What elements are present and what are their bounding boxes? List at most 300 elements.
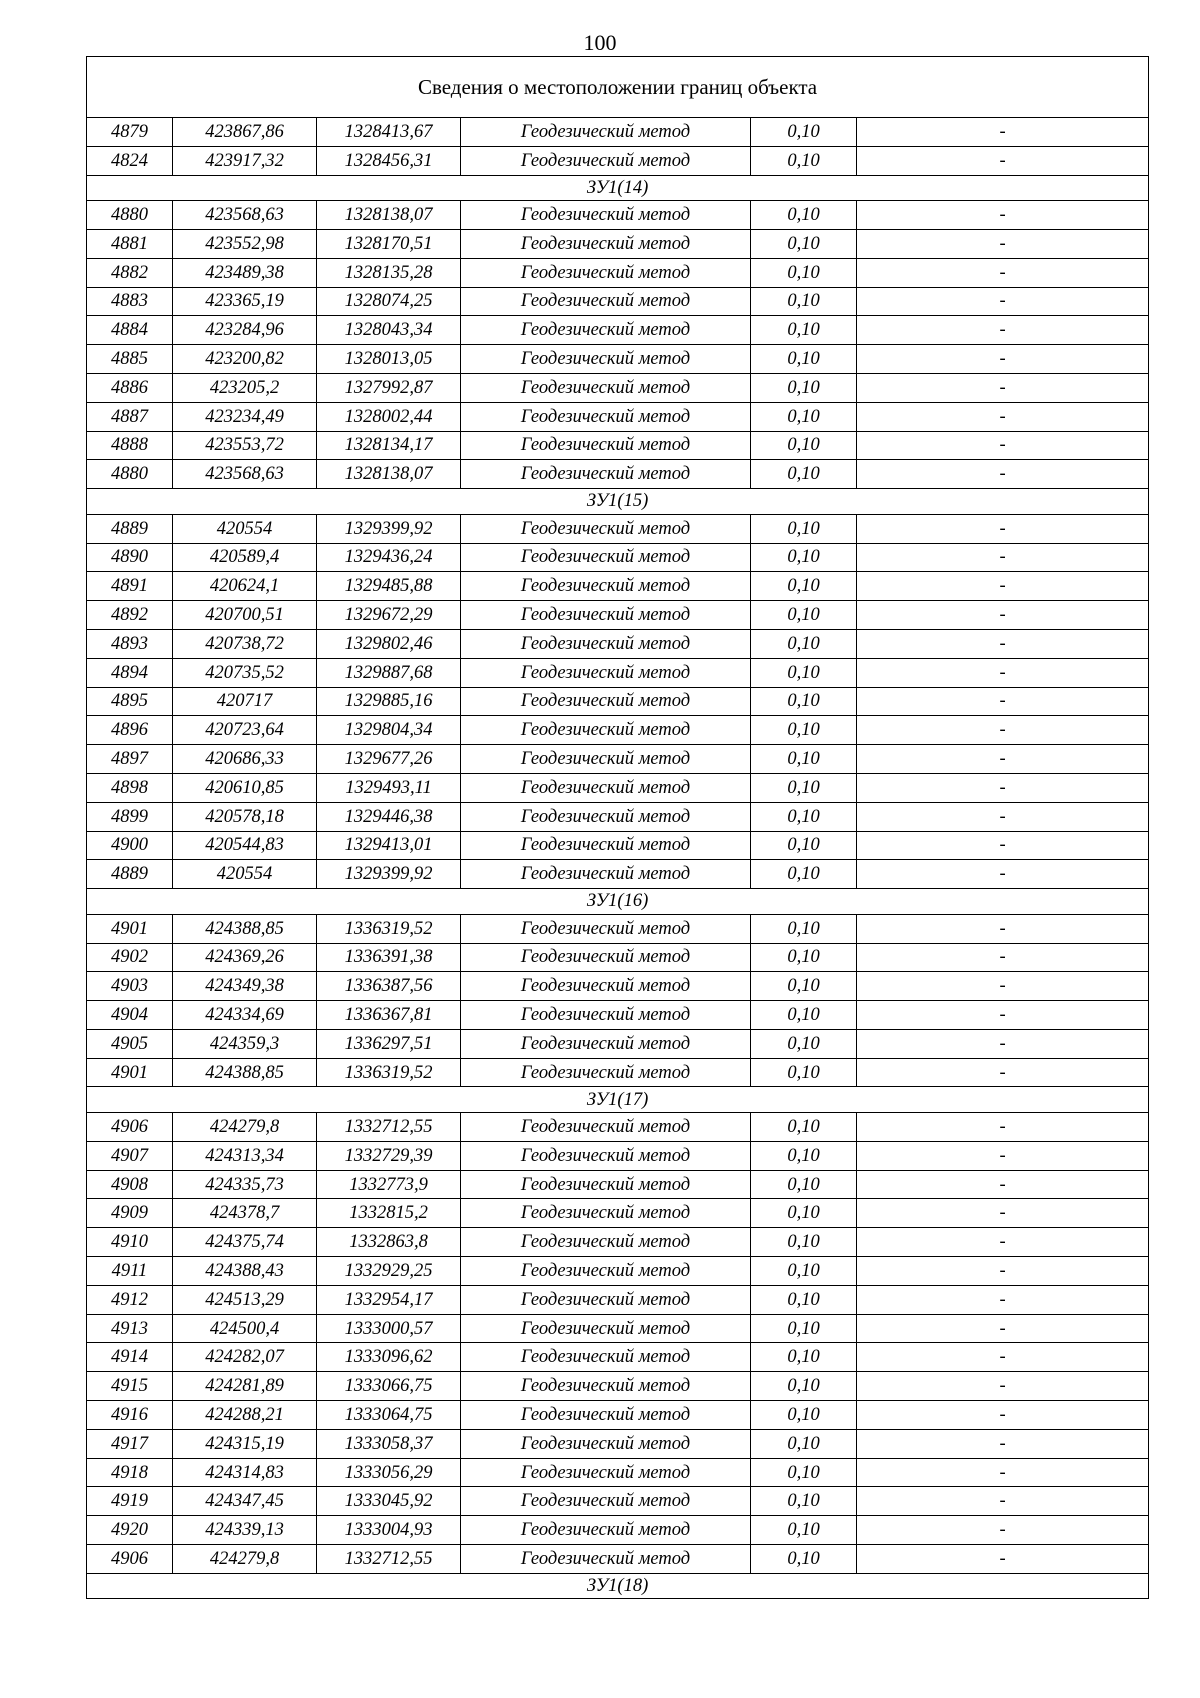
x-coordinate-cell: 424375,74 [173,1228,317,1257]
y-coordinate-cell: 1336297,51 [317,1029,461,1058]
method-cell: Геодезический метод [461,1257,751,1286]
method-cell: Геодезический метод [461,201,751,230]
y-coordinate-cell: 1329413,01 [317,831,461,860]
y-coordinate-cell: 1328135,28 [317,258,461,287]
x-coordinate-cell: 423200,82 [173,345,317,374]
y-coordinate-cell: 1333066,75 [317,1372,461,1401]
table-row [87,345,1149,374]
table-row [87,601,1149,630]
table-row [87,1458,1149,1487]
accuracy-cell: 0,10 [751,1458,857,1487]
note-cell: - [857,831,1149,860]
point-number-cell: 4904 [87,1001,173,1030]
x-coordinate-cell: 424288,21 [173,1401,317,1430]
point-number-cell: 4896 [87,716,173,745]
table-row [87,229,1149,258]
note-cell: - [857,860,1149,889]
point-number-cell: 4883 [87,287,173,316]
table-row [87,773,1149,802]
point-number-cell: 4888 [87,431,173,460]
y-coordinate-cell: 1333056,29 [317,1458,461,1487]
note-cell: - [857,345,1149,374]
method-cell: Геодезический метод [461,345,751,374]
y-coordinate-cell: 1332929,25 [317,1257,461,1286]
method-cell: Геодезический метод [461,146,751,175]
x-coordinate-cell: 420624,1 [173,572,317,601]
y-coordinate-cell: 1329399,92 [317,860,461,889]
note-cell: - [857,914,1149,943]
y-coordinate-cell: 1327992,87 [317,373,461,402]
y-coordinate-cell: 1328134,17 [317,431,461,460]
x-coordinate-cell: 423205,2 [173,373,317,402]
table-row [87,1141,1149,1170]
point-number-cell: 4882 [87,258,173,287]
table-row [87,402,1149,431]
note-cell: - [857,745,1149,774]
table-row [87,943,1149,972]
point-number-cell: 4901 [87,1058,173,1087]
x-coordinate-cell: 424500,4 [173,1314,317,1343]
method-cell: Геодезический метод [461,1343,751,1372]
x-coordinate-cell: 420717 [173,687,317,716]
method-cell: Геодезический метод [461,431,751,460]
note-cell: - [857,1228,1149,1257]
note-cell: - [857,658,1149,687]
point-number-cell: 4889 [87,860,173,889]
note-cell: - [857,1058,1149,1087]
accuracy-cell: 0,10 [751,201,857,230]
note-cell: - [857,460,1149,489]
table-row [87,1170,1149,1199]
y-coordinate-cell: 1328413,67 [317,118,461,147]
method-cell: Геодезический метод [461,1001,751,1030]
table-title: Сведения о местоположении границ объекта [87,57,1149,118]
point-number-cell: 4906 [87,1113,173,1142]
note-cell: - [857,1285,1149,1314]
accuracy-cell: 0,10 [751,118,857,147]
accuracy-cell: 0,10 [751,1545,857,1574]
y-coordinate-cell: 1328456,31 [317,146,461,175]
x-coordinate-cell: 424313,34 [173,1141,317,1170]
accuracy-cell: 0,10 [751,1401,857,1430]
note-cell: - [857,1029,1149,1058]
x-coordinate-cell: 423489,38 [173,258,317,287]
x-coordinate-cell: 424349,38 [173,972,317,1001]
point-number-cell: 4907 [87,1141,173,1170]
y-coordinate-cell: 1329885,16 [317,687,461,716]
y-coordinate-cell: 1332815,2 [317,1199,461,1228]
method-cell: Геодезический метод [461,1545,751,1574]
note-cell: - [857,1545,1149,1574]
parcel-group-row [87,889,1149,915]
table-row [87,716,1149,745]
point-number-cell: 4893 [87,629,173,658]
accuracy-cell: 0,10 [751,914,857,943]
note-cell: - [857,1401,1149,1430]
note-cell: - [857,1141,1149,1170]
y-coordinate-cell: 1328074,25 [317,287,461,316]
parcel-group-row [87,175,1149,201]
table-row [87,658,1149,687]
note-cell: - [857,543,1149,572]
method-cell: Геодезический метод [461,1228,751,1257]
table-row [87,914,1149,943]
method-cell: Геодезический метод [461,914,751,943]
point-number-cell: 4890 [87,543,173,572]
table-row [87,258,1149,287]
y-coordinate-cell: 1329399,92 [317,514,461,543]
accuracy-cell: 0,10 [751,1372,857,1401]
x-coordinate-cell: 420738,72 [173,629,317,658]
accuracy-cell: 0,10 [751,972,857,1001]
method-cell: Геодезический метод [461,402,751,431]
parcel-group-label: ЗУ1(14) [87,175,1149,201]
point-number-cell: 4879 [87,118,173,147]
table-row [87,572,1149,601]
accuracy-cell: 0,10 [751,402,857,431]
note-cell: - [857,1343,1149,1372]
note-cell: - [857,258,1149,287]
accuracy-cell: 0,10 [751,373,857,402]
point-number-cell: 4914 [87,1343,173,1372]
x-coordinate-cell: 424369,26 [173,943,317,972]
point-number-cell: 4903 [87,972,173,1001]
table-row [87,745,1149,774]
x-coordinate-cell: 424315,19 [173,1429,317,1458]
table-row [87,802,1149,831]
accuracy-cell: 0,10 [751,1343,857,1372]
accuracy-cell: 0,10 [751,1029,857,1058]
table-body [87,57,1149,1599]
method-cell: Геодезический метод [461,1429,751,1458]
x-coordinate-cell: 424359,3 [173,1029,317,1058]
x-coordinate-cell: 424339,13 [173,1516,317,1545]
y-coordinate-cell: 1329672,29 [317,601,461,630]
point-number-cell: 4917 [87,1429,173,1458]
y-coordinate-cell: 1329436,24 [317,543,461,572]
point-number-cell: 4918 [87,1458,173,1487]
y-coordinate-cell: 1329804,34 [317,716,461,745]
x-coordinate-cell: 424282,07 [173,1343,317,1372]
table-row [87,543,1149,572]
table-row [87,629,1149,658]
accuracy-cell: 0,10 [751,1429,857,1458]
y-coordinate-cell: 1336387,56 [317,972,461,1001]
accuracy-cell: 0,10 [751,1487,857,1516]
method-cell: Геодезический метод [461,1141,751,1170]
method-cell: Геодезический метод [461,543,751,572]
point-number-cell: 4908 [87,1170,173,1199]
table-row [87,1285,1149,1314]
x-coordinate-cell: 424388,85 [173,1058,317,1087]
method-cell: Геодезический метод [461,229,751,258]
accuracy-cell: 0,10 [751,1170,857,1199]
note-cell: - [857,687,1149,716]
y-coordinate-cell: 1328002,44 [317,402,461,431]
y-coordinate-cell: 1328013,05 [317,345,461,374]
note-cell: - [857,1113,1149,1142]
point-number-cell: 4909 [87,1199,173,1228]
note-cell: - [857,972,1149,1001]
point-number-cell: 4900 [87,831,173,860]
table-row [87,460,1149,489]
table-row [87,1343,1149,1372]
y-coordinate-cell: 1336367,81 [317,1001,461,1030]
x-coordinate-cell: 424513,29 [173,1285,317,1314]
method-cell: Геодезический метод [461,972,751,1001]
x-coordinate-cell: 420544,83 [173,831,317,860]
accuracy-cell: 0,10 [751,860,857,889]
parcel-group-label: ЗУ1(15) [87,489,1149,515]
method-cell: Геодезический метод [461,629,751,658]
note-cell: - [857,373,1149,402]
note-cell: - [857,1314,1149,1343]
accuracy-cell: 0,10 [751,1141,857,1170]
table-row [87,514,1149,543]
y-coordinate-cell: 1333004,93 [317,1516,461,1545]
x-coordinate-cell: 423568,63 [173,201,317,230]
parcel-group-row [87,1573,1149,1599]
x-coordinate-cell: 423552,98 [173,229,317,258]
y-coordinate-cell: 1332712,55 [317,1545,461,1574]
x-coordinate-cell: 424347,45 [173,1487,317,1516]
method-cell: Геодезический метод [461,831,751,860]
note-cell: - [857,1372,1149,1401]
accuracy-cell: 0,10 [751,716,857,745]
boundary-coordinates-table [86,56,1149,1599]
accuracy-cell: 0,10 [751,543,857,572]
method-cell: Геодезический метод [461,1372,751,1401]
accuracy-cell: 0,10 [751,1228,857,1257]
x-coordinate-cell: 423553,72 [173,431,317,460]
method-cell: Геодезический метод [461,1113,751,1142]
accuracy-cell: 0,10 [751,745,857,774]
accuracy-cell: 0,10 [751,1285,857,1314]
x-coordinate-cell: 424378,7 [173,1199,317,1228]
accuracy-cell: 0,10 [751,629,857,658]
note-cell: - [857,229,1149,258]
point-number-cell: 4891 [87,572,173,601]
parcel-group-row [87,1087,1149,1113]
table-row [87,1545,1149,1574]
note-cell: - [857,201,1149,230]
note-cell: - [857,287,1149,316]
method-cell: Геодезический метод [461,514,751,543]
table-row [87,1113,1149,1142]
accuracy-cell: 0,10 [751,572,857,601]
note-cell: - [857,572,1149,601]
point-number-cell: 4910 [87,1228,173,1257]
method-cell: Геодезический метод [461,658,751,687]
y-coordinate-cell: 1333064,75 [317,1401,461,1430]
x-coordinate-cell: 420589,4 [173,543,317,572]
note-cell: - [857,601,1149,630]
table-row [87,118,1149,147]
accuracy-cell: 0,10 [751,514,857,543]
method-cell: Геодезический метод [461,1487,751,1516]
method-cell: Геодезический метод [461,773,751,802]
y-coordinate-cell: 1332712,55 [317,1113,461,1142]
method-cell: Геодезический метод [461,601,751,630]
method-cell: Геодезический метод [461,860,751,889]
y-coordinate-cell: 1329677,26 [317,745,461,774]
parcel-group-label: ЗУ1(16) [87,889,1149,915]
point-number-cell: 4824 [87,146,173,175]
accuracy-cell: 0,10 [751,1199,857,1228]
table-row [87,1001,1149,1030]
point-number-cell: 4899 [87,802,173,831]
table-row [87,1058,1149,1087]
accuracy-cell: 0,10 [751,345,857,374]
note-cell: - [857,773,1149,802]
table-row [87,287,1149,316]
x-coordinate-cell: 424388,85 [173,914,317,943]
method-cell: Геодезический метод [461,802,751,831]
y-coordinate-cell: 1328043,34 [317,316,461,345]
accuracy-cell: 0,10 [751,687,857,716]
y-coordinate-cell: 1329485,88 [317,572,461,601]
accuracy-cell: 0,10 [751,316,857,345]
method-cell: Геодезический метод [461,1285,751,1314]
page-number: 100 [583,30,617,55]
accuracy-cell: 0,10 [751,460,857,489]
method-cell: Геодезический метод [461,316,751,345]
x-coordinate-cell: 424314,83 [173,1458,317,1487]
note-cell: - [857,1429,1149,1458]
method-cell: Геодезический метод [461,687,751,716]
table-row [87,831,1149,860]
x-coordinate-cell: 424388,43 [173,1257,317,1286]
point-number-cell: 4884 [87,316,173,345]
x-coordinate-cell: 423568,63 [173,460,317,489]
point-number-cell: 4901 [87,914,173,943]
note-cell: - [857,1170,1149,1199]
y-coordinate-cell: 1333045,92 [317,1487,461,1516]
x-coordinate-cell: 423867,86 [173,118,317,147]
table-row [87,1516,1149,1545]
table-row [87,1257,1149,1286]
method-cell: Геодезический метод [461,1029,751,1058]
point-number-cell: 4880 [87,460,173,489]
x-coordinate-cell: 423234,49 [173,402,317,431]
method-cell: Геодезический метод [461,1170,751,1199]
parcel-group-label: ЗУ1(17) [87,1087,1149,1113]
y-coordinate-cell: 1329493,11 [317,773,461,802]
point-number-cell: 4915 [87,1372,173,1401]
note-cell: - [857,1257,1149,1286]
point-number-cell: 4895 [87,687,173,716]
y-coordinate-cell: 1329802,46 [317,629,461,658]
y-coordinate-cell: 1336391,38 [317,943,461,972]
point-number-cell: 4905 [87,1029,173,1058]
y-coordinate-cell: 1333000,57 [317,1314,461,1343]
x-coordinate-cell: 420610,85 [173,773,317,802]
x-coordinate-cell: 424279,8 [173,1545,317,1574]
accuracy-cell: 0,10 [751,1516,857,1545]
accuracy-cell: 0,10 [751,146,857,175]
table-row [87,1029,1149,1058]
y-coordinate-cell: 1333058,37 [317,1429,461,1458]
method-cell: Геодезический метод [461,118,751,147]
method-cell: Геодезический метод [461,287,751,316]
method-cell: Геодезический метод [461,258,751,287]
point-number-cell: 4898 [87,773,173,802]
note-cell: - [857,316,1149,345]
x-coordinate-cell: 420686,33 [173,745,317,774]
x-coordinate-cell: 423917,32 [173,146,317,175]
method-cell: Геодезический метод [461,373,751,402]
x-coordinate-cell: 423284,96 [173,316,317,345]
point-number-cell: 4889 [87,514,173,543]
accuracy-cell: 0,10 [751,287,857,316]
y-coordinate-cell: 1332773,9 [317,1170,461,1199]
accuracy-cell: 0,10 [751,229,857,258]
table-row [87,1228,1149,1257]
point-number-cell: 4906 [87,1545,173,1574]
parcel-group-label: ЗУ1(18) [87,1573,1149,1599]
table-row [87,1401,1149,1430]
x-coordinate-cell: 424334,69 [173,1001,317,1030]
point-number-cell: 4887 [87,402,173,431]
accuracy-cell: 0,10 [751,773,857,802]
x-coordinate-cell: 420735,52 [173,658,317,687]
method-cell: Геодезический метод [461,716,751,745]
accuracy-cell: 0,10 [751,802,857,831]
note-cell: - [857,1458,1149,1487]
accuracy-cell: 0,10 [751,831,857,860]
note-cell: - [857,943,1149,972]
accuracy-cell: 0,10 [751,943,857,972]
x-coordinate-cell: 424279,8 [173,1113,317,1142]
table-row [87,373,1149,402]
method-cell: Геодезический метод [461,572,751,601]
method-cell: Геодезический метод [461,1199,751,1228]
y-coordinate-cell: 1328170,51 [317,229,461,258]
table-row [87,316,1149,345]
accuracy-cell: 0,10 [751,601,857,630]
y-coordinate-cell: 1336319,52 [317,914,461,943]
point-number-cell: 4897 [87,745,173,774]
table-row [87,687,1149,716]
point-number-cell: 4886 [87,373,173,402]
note-cell: - [857,716,1149,745]
table-row [87,1314,1149,1343]
point-number-cell: 4916 [87,1401,173,1430]
method-cell: Геодезический метод [461,1058,751,1087]
x-coordinate-cell: 420723,64 [173,716,317,745]
table-row [87,1372,1149,1401]
method-cell: Геодезический метод [461,943,751,972]
table-row [87,1199,1149,1228]
table-row [87,1429,1149,1458]
note-cell: - [857,1516,1149,1545]
point-number-cell: 4919 [87,1487,173,1516]
accuracy-cell: 0,10 [751,1058,857,1087]
parcel-group-row [87,489,1149,515]
note-cell: - [857,118,1149,147]
method-cell: Геодезический метод [461,460,751,489]
point-number-cell: 4885 [87,345,173,374]
note-cell: - [857,802,1149,831]
table-row [87,146,1149,175]
y-coordinate-cell: 1332954,17 [317,1285,461,1314]
method-cell: Геодезический метод [461,745,751,774]
table-row [87,201,1149,230]
accuracy-cell: 0,10 [751,1257,857,1286]
y-coordinate-cell: 1329446,38 [317,802,461,831]
table-title-row [87,57,1149,118]
point-number-cell: 4902 [87,943,173,972]
